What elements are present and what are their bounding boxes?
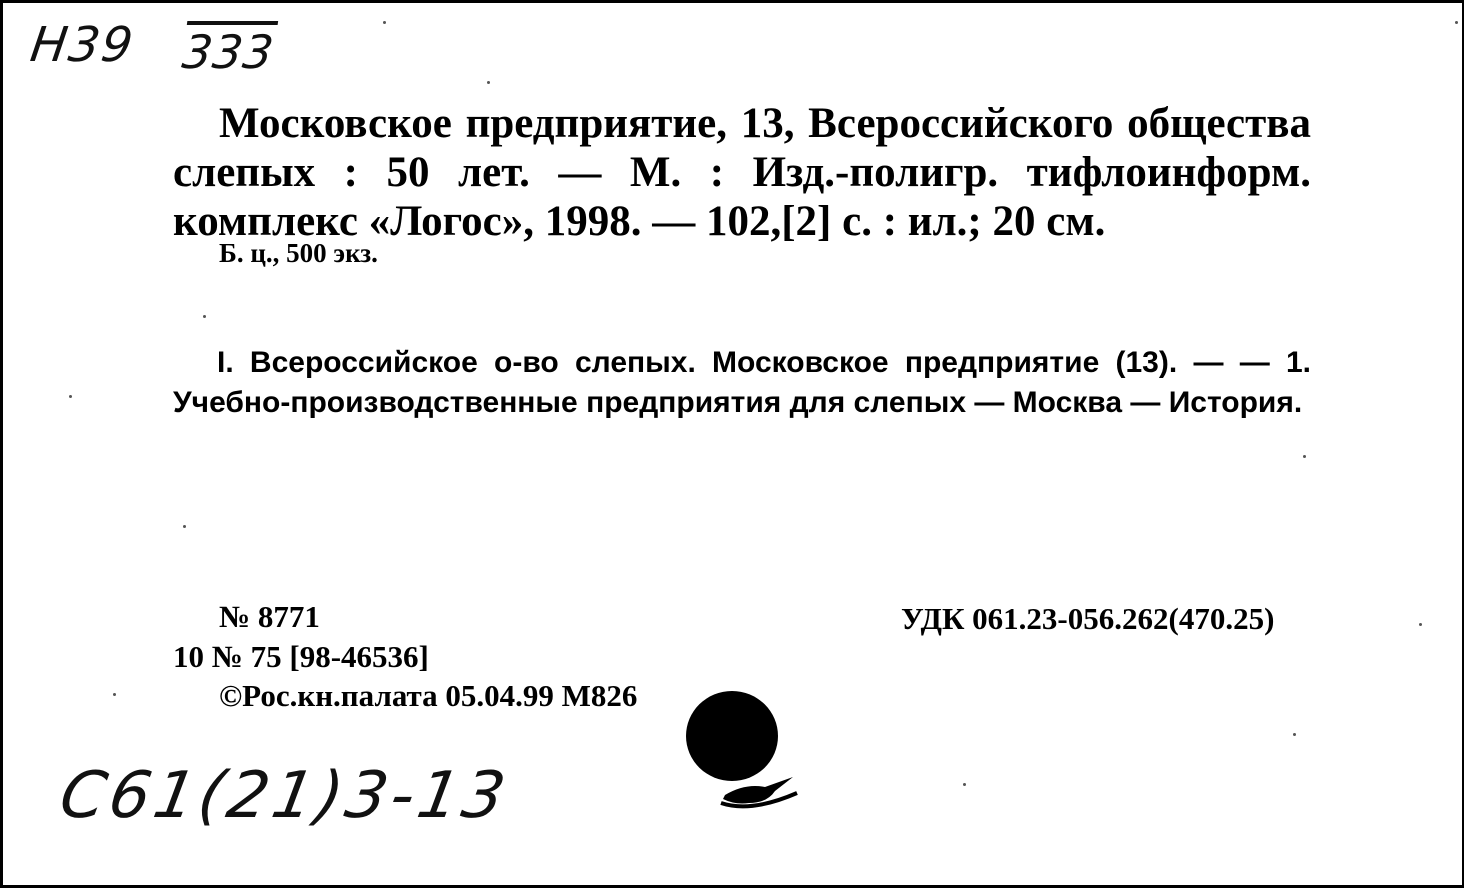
- scan-speck: [203, 315, 206, 318]
- copyright-line: ©Рос.кн.палата 05.04.99 M826: [219, 678, 638, 713]
- scan-speck: [183, 525, 186, 528]
- subject-tracing: I. Всероссийское о-во слепых. Московское предприятие (13). — — 1. Учебно-производственные предприятия для слепых — Москва — История.: [173, 346, 1311, 419]
- scan-speck: [1455, 21, 1458, 24]
- scan-speck: [1419, 623, 1422, 626]
- scan-speck: [1303, 455, 1306, 458]
- price-note: Б. ц., 500 экз.: [219, 238, 378, 268]
- scan-speck: [69, 395, 72, 398]
- punch-hole-tear: [715, 763, 805, 813]
- scan-speck: [1293, 733, 1296, 736]
- handwritten-number: 333: [179, 25, 278, 79]
- card-number-line: № 8771: [219, 599, 320, 634]
- scan-speck: [487, 81, 490, 84]
- scan-speck: [963, 783, 966, 786]
- main-entry-text: Московское предприятие, 13, Всероссийского общества слепых : 50 лет. — М. : Изд.-полигр. тифлоинформ. комплекс «Логос», 1998. — 102,[2] с. : ил.; 20 см.: [173, 100, 1311, 245]
- handwritten-classification: С61(21)3-13: [54, 759, 515, 833]
- scan-speck: [113, 693, 116, 696]
- scan-speck: [383, 21, 386, 24]
- udk-code: УДК 061.23-056.262(470.25): [901, 601, 1275, 636]
- handwritten-code: Н39: [27, 17, 139, 73]
- card-number-line-2: 10 № 75 [98-46536]: [173, 639, 429, 674]
